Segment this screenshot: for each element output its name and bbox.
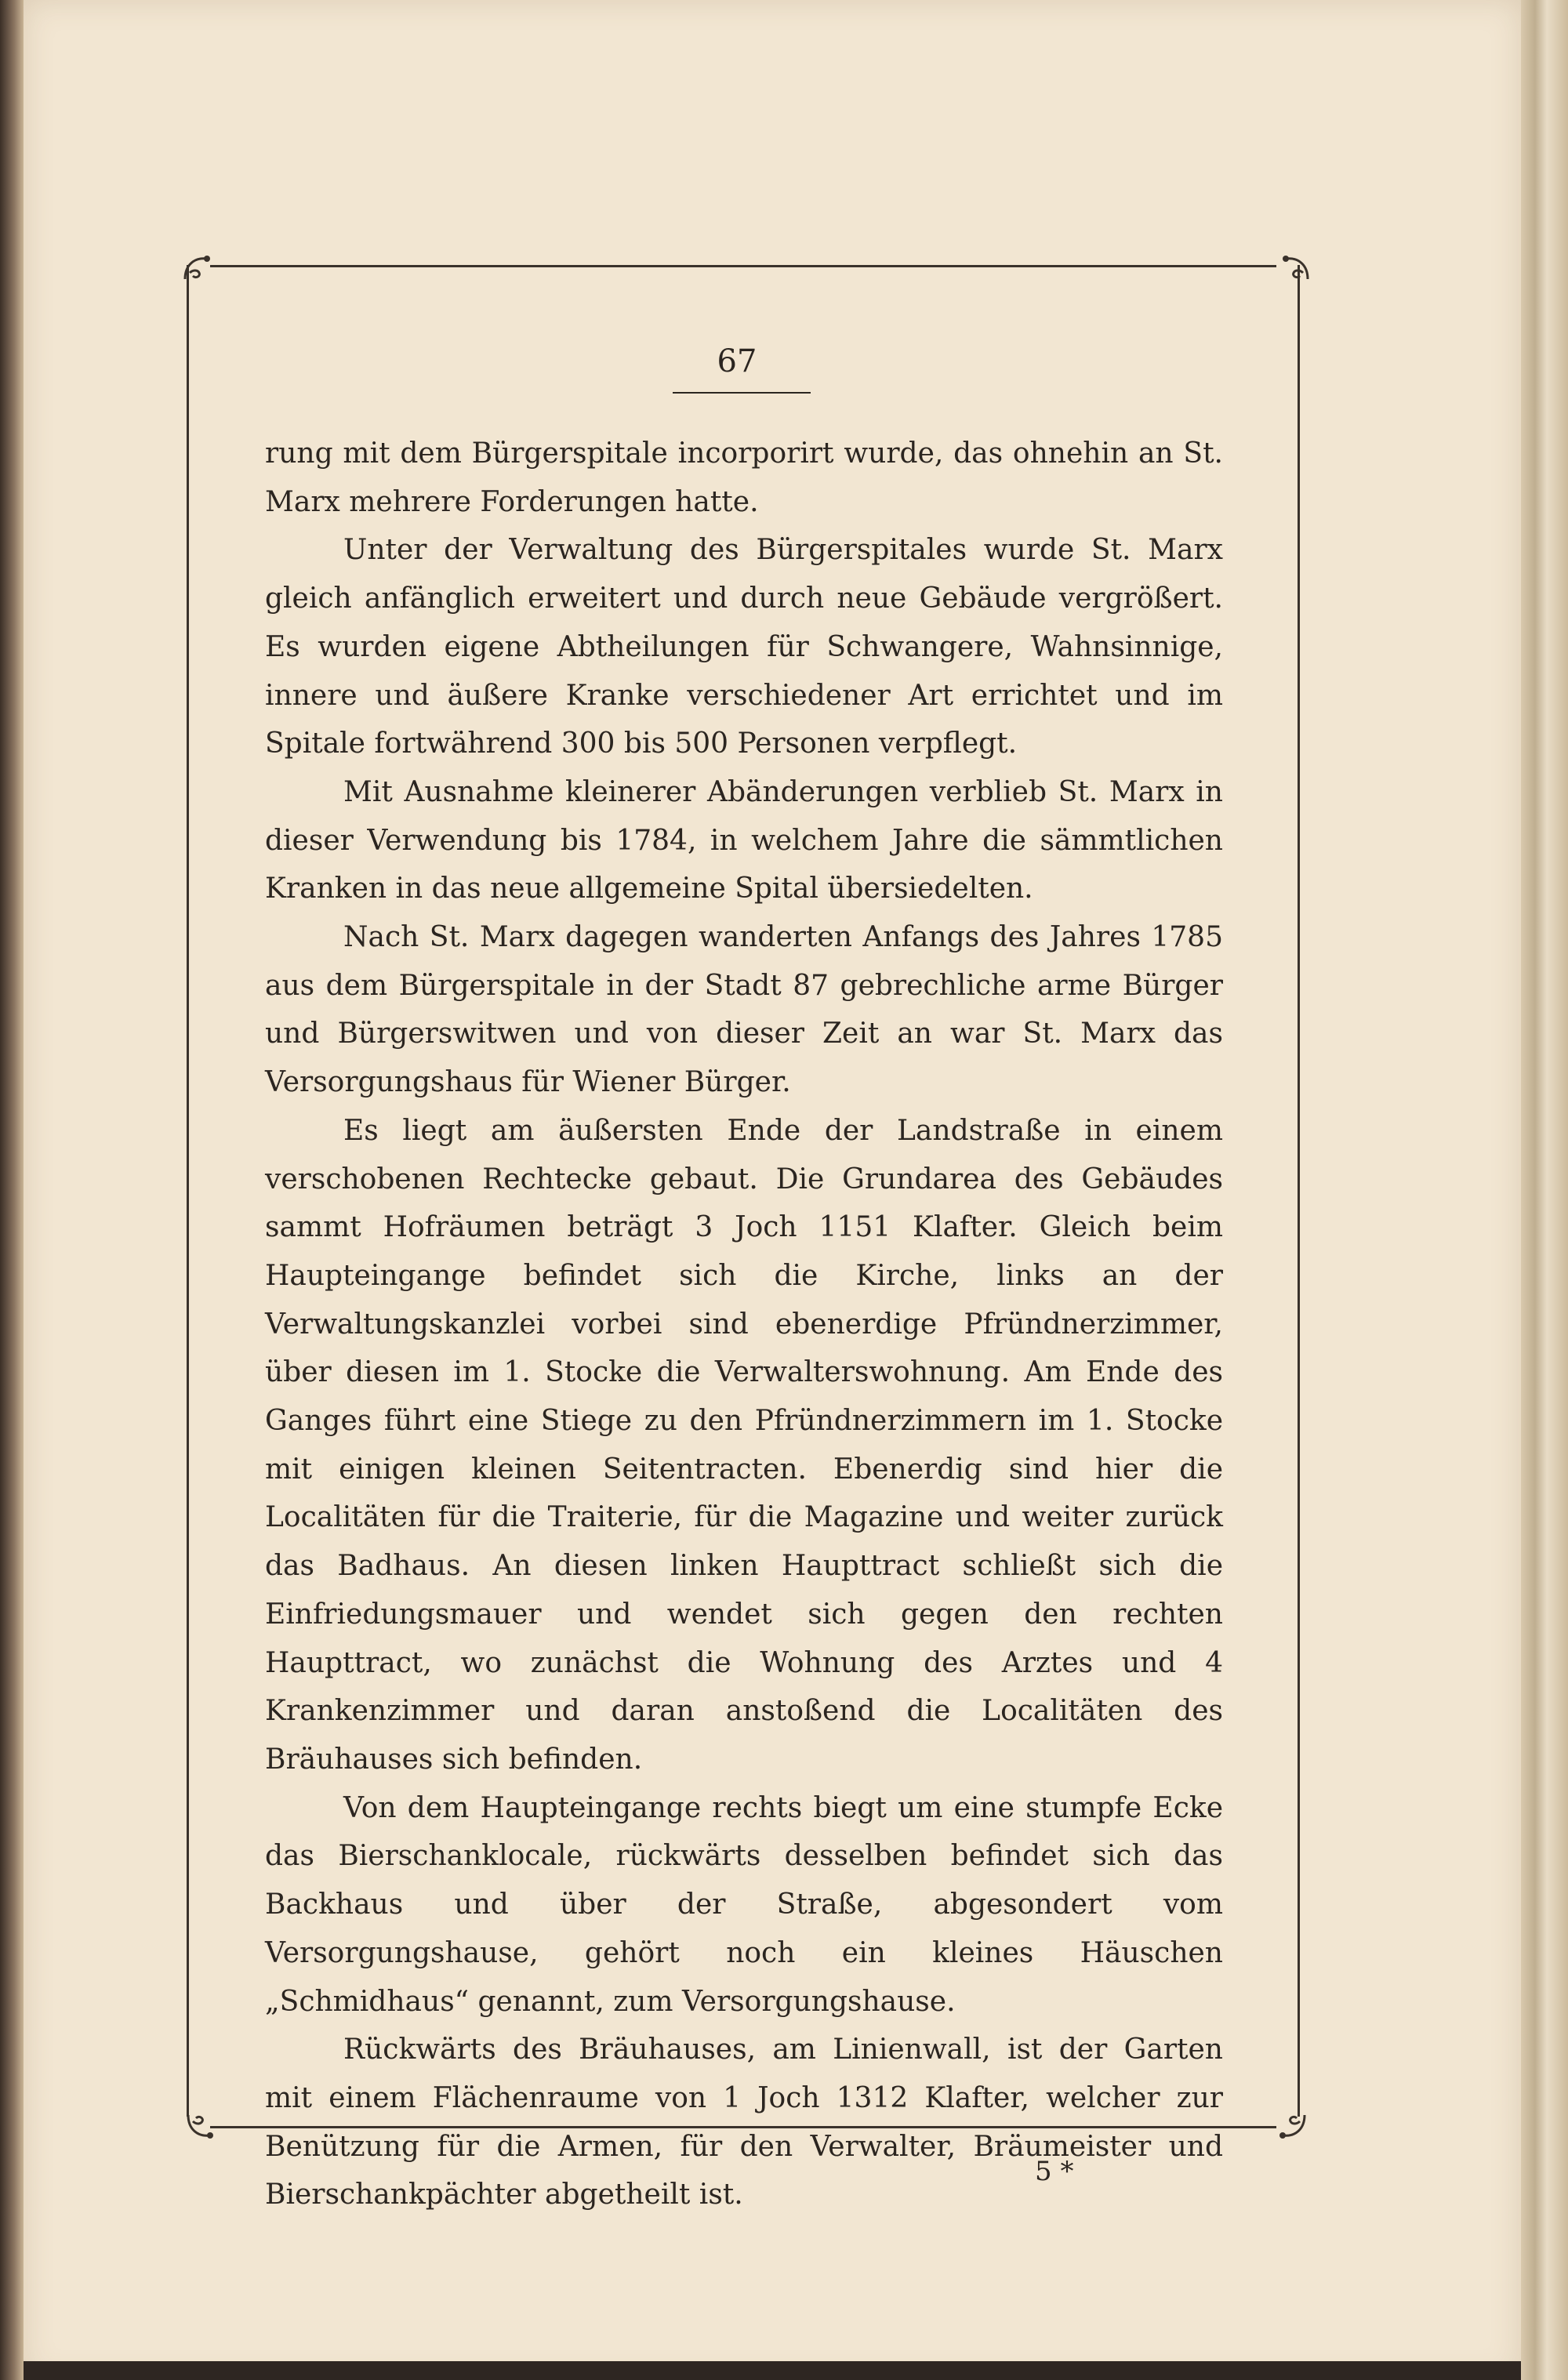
corner-ornament-icon [182,2109,218,2145]
signature-mark: 5 * [1035,2156,1074,2187]
page-edge [1521,0,1568,2380]
paragraph: Von dem Haupteingange rechts biegt um eine stumpfe Ecke das Bierschanklocale, rückwärts desselben befindet sich das Backhaus und über der Straße, abgesondert vom Versorgungshause, gehört noch ein kleines Häuschen „Schmidhaus“ genannt, zum Versorgungshause. [265,1791,1223,2018]
paragraph: Unter der Verwaltung des Bürgerspitales wurde St. Marx gleich anfänglich erweitert und durch neue Gebäude vergrößert. Es wurden eigene Abtheilungen für Schwangere, Wahnsinnige, innere und äußere Kranke verschiedener Art errichtet und im Spitale fortwährend 300 bis 500 Personen verpflegt. [265,534,1223,760]
paragraph: Nach St. Marx dagegen wanderten Anfangs des Jahres 1785 aus dem Bürgerspitale in der Stadt 87 gebrechliche arme Bürger und Bürgerswitwen und von dieser Zeit an war St. Marx das Versorgungshaus für Wiener Bürger. [265,921,1223,1099]
body-text [265,430,1223,2219]
paragraph: Rückwärts des Bräuhauses, am Linienwall, ist der Garten mit einem Flächenraume von 1 Joch 1312 Klafter, welcher zur Benützung für die Armen, für den Verwalter, Bräumeister und Bierschankpächter abgetheilt ist. [265,2034,1223,2211]
page-number-rule [673,392,811,394]
book-spine-shadow [0,0,24,2380]
paragraph: Es liegt am äußersten Ende der Landstraße in einem verschobenen Rechtecke gebaut. Die Grundarea des Gebäudes sammt Hofräumen beträgt 3 Joch 1151 Klafter. Gleich beim Haupteingange befindet sich die Kirche, links an der Verwaltungskanzlei vorbei sind ebenerdige Pfründnerzimmer, über diesen im 1. Stocke die Verwalterswohnung. Am Ende des Ganges führt eine Stiege zu den Pfründnerzimmern im 1. Stocke mit einigen kleinen Seitentracten. Ebenerdig sind hier die Localitäten für die Traiterie, für die Magazine und weiter zurück das Badhaus. An diesen linken Haupttract schließt sich die Einfriedungsmauer und wendet sich gegen den rechten Haupttract, wo zunächst die Wohnung des Arztes und 4 Krankenzimmer und daran anstoßend die Localitäten des Bräuhauses sich befinden. [265,1114,1223,1776]
paragraph: rung mit dem Bürgerspitale incorporirt wurde, das ohnehin an St. Marx mehrere Forderungen hatte. [265,437,1223,518]
corner-ornament-icon [179,249,215,285]
page-number: 67 [717,343,757,379]
paragraph: Mit Ausnahme kleinerer Abänderungen verblieb St. Marx in dieser Verwendung bis 1784, in welchem Jahre die sämmtlichen Kranken in das neue allgemeine Spital übersiedelten. [265,775,1223,905]
corner-ornament-icon [1278,249,1314,285]
corner-ornament-icon [1275,2109,1311,2145]
frame-top-rule [210,265,1276,267]
bottom-shadow [24,2361,1521,2380]
